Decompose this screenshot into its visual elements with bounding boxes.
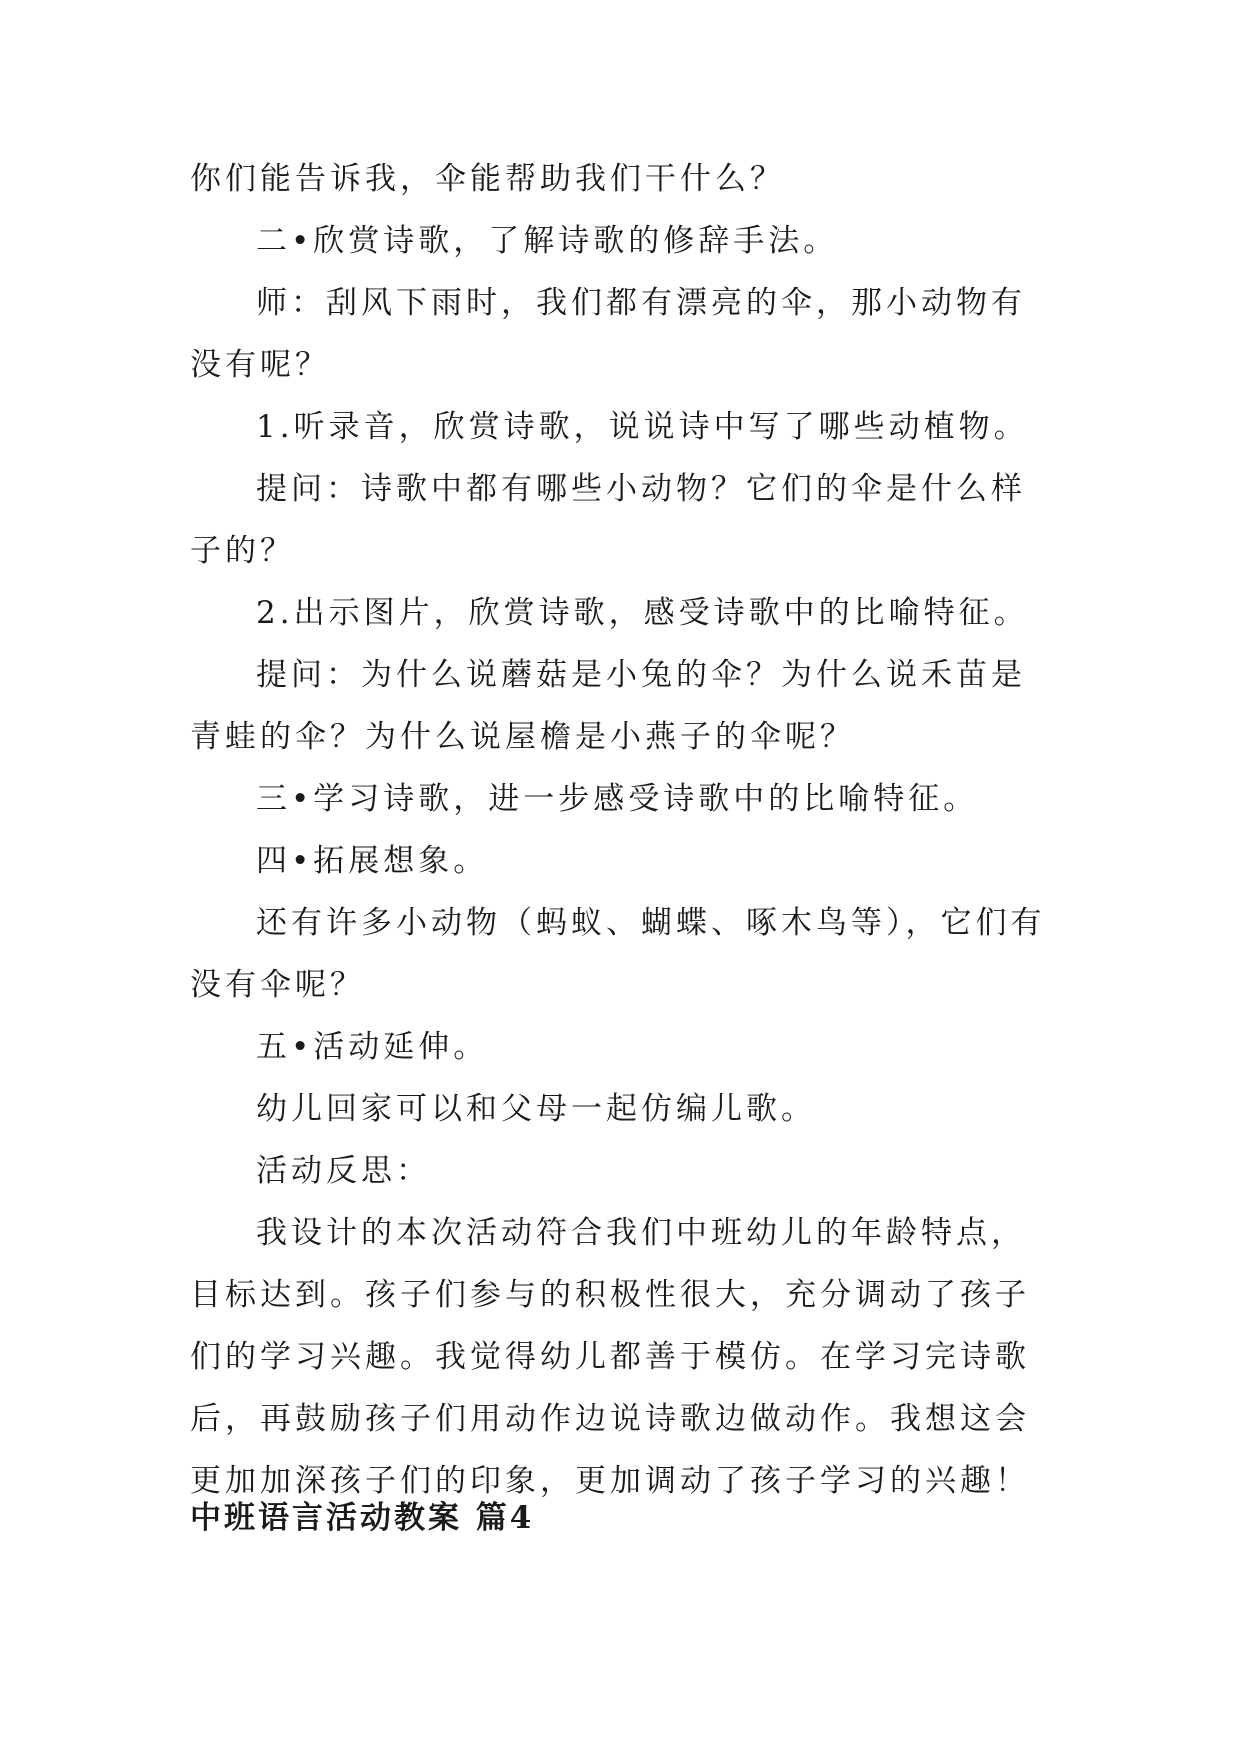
paragraph: 活动反思： — [256, 1153, 431, 1189]
paragraph: 还有许多小动物（蚂蚁、蝴蝶、啄木鸟等），它们有没有伞呢？ — [190, 905, 1046, 1003]
body-text — [190, 148, 1052, 1512]
paragraph: 四•拓展想象。 — [256, 843, 489, 879]
paragraph: 师：刮风下雨时，我们都有漂亮的伞，那小动物有没有呢？ — [190, 285, 1026, 383]
paragraph: 五•活动延伸。 — [256, 1029, 489, 1065]
paragraph: 2.出示图片，欣赏诗歌，感受诗歌中的比喻特征。 — [256, 595, 1029, 631]
section-heading: 中班语言活动教案 篇4 — [190, 1500, 535, 1536]
paragraph: 提问：诗歌中都有哪些小动物？它们的伞是什么样子的？ — [190, 471, 1026, 569]
paragraph: 1.听录音，欣赏诗歌，说说诗中写了哪些动植物。 — [256, 409, 1029, 445]
paragraph: 提问：为什么说蘑菇是小兔的伞？为什么说禾苗是青蛙的伞？为什么说屋檐是小燕子的伞呢？ — [190, 657, 1026, 755]
paragraph: 幼儿回家可以和父母一起仿编儿歌。 — [256, 1091, 816, 1127]
paragraph: 我设计的本次活动符合我们中班幼儿的年龄特点，目标达到。孩子们参与的积极性很大，充分调动了孩子们的学习兴趣。我觉得幼儿都善于模仿。在学习完诗歌后，再鼓励孩子们用动作边说诗歌边做动作。我想这会更加加深孩子们的印象，更加调动了孩子学习的兴趣！ — [190, 1215, 1030, 1499]
paragraph: 三•学习诗歌，进一步感受诗歌中的比喻特征。 — [256, 781, 979, 817]
paragraph: 你们能告诉我，伞能帮助我们干什么？ — [190, 161, 785, 197]
paragraph: 二•欣赏诗歌，了解诗歌的修辞手法。 — [256, 223, 839, 259]
